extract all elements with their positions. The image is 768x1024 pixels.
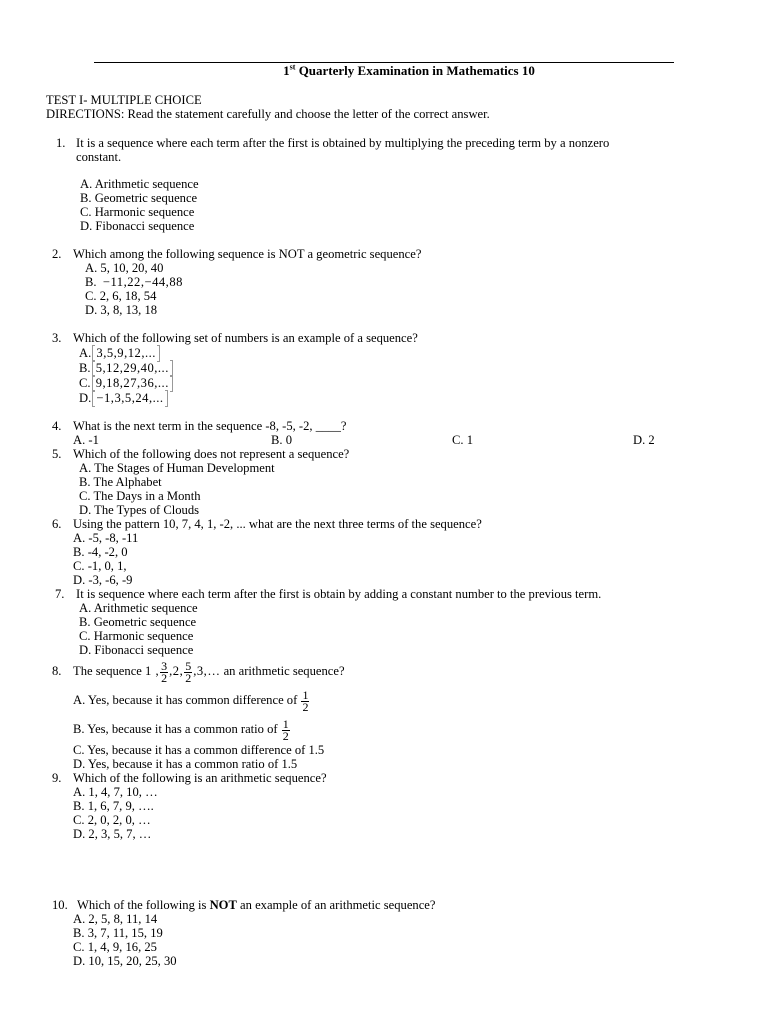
q6-text: Using the pattern 10, 7, 4, 1, -2, ... what are the next three terms of the sequence? bbox=[73, 517, 482, 531]
q7-number: 7. bbox=[55, 587, 65, 601]
q1-number: 1. bbox=[56, 136, 66, 150]
q6-choice-a: A. -5, -8, -11 bbox=[73, 531, 139, 545]
q9-text: Which of the following is an arithmetic sequence? bbox=[73, 771, 327, 785]
q6-number: 6. bbox=[52, 517, 62, 531]
q4-text: What is the next term in the sequence -8, -5, -2, ____? bbox=[73, 419, 347, 433]
page-title: 1st Quarterly Examination in Mathematics 10 bbox=[283, 62, 535, 78]
q5-choice-b: B. The Alphabet bbox=[79, 475, 162, 489]
q8-frac-b: $\frac{1}{2}$ bbox=[282, 716, 289, 743]
q7-choice-c: C. Harmonic sequence bbox=[79, 629, 194, 643]
q8-number: 8. bbox=[52, 664, 62, 678]
q6-choice-d: D. -3, -6, -9 bbox=[73, 573, 133, 587]
q9-number: 9. bbox=[52, 771, 62, 785]
q9-choice-d: D. 2, 3, 5, 7, … bbox=[73, 827, 152, 841]
q1-choice-b: B. Geometric sequence bbox=[80, 191, 198, 205]
q8-choice-a: A. Yes, because it has common difference of $\frac{1}{2}$ bbox=[73, 687, 309, 714]
q9-choice-c: C. 2, 0, 2, 0, … bbox=[73, 813, 151, 827]
q6-choice-c: C. -1, 0, 1, bbox=[73, 559, 127, 573]
q10-number: 10. bbox=[52, 898, 68, 912]
q3-text: Which of the following set of numbers is an example of a sequence? bbox=[73, 331, 418, 345]
q4-number: 4. bbox=[52, 419, 62, 433]
q8-choice-b: B. Yes, because it has a common ratio of $\frac{1}{2}$ bbox=[73, 716, 289, 743]
q5-choice-a: A. The Stages of Human Development bbox=[79, 461, 275, 475]
q6-choice-b: B. -4, -2, 0 bbox=[73, 545, 128, 559]
q1-choice-d: D. Fibonacci sequence bbox=[80, 219, 195, 233]
q2-number: 2. bbox=[52, 247, 62, 261]
q3-set-d: −1,3,5,24,... bbox=[96, 391, 164, 405]
q7-choice-d: D. Fibonacci sequence bbox=[79, 643, 194, 657]
q4-choice-a: A. -1 bbox=[73, 433, 99, 447]
q3-set-a: 3,5,9,12,... bbox=[96, 346, 156, 360]
q3-set-c: 9,18,27,36,... bbox=[95, 376, 169, 390]
q2-choice-a: A. 5, 10, 20, 40 bbox=[85, 261, 164, 275]
q4-choice-c: C. 1 bbox=[452, 433, 473, 447]
q5-text: Which of the following does not represent a sequence? bbox=[73, 447, 350, 461]
q10-text: Which of the following is NOT an example of an arithmetic sequence? bbox=[77, 898, 436, 912]
q9-choice-b: B. 1, 6, 7, 9, …. bbox=[73, 799, 154, 813]
q3-choice-a: A. 3,5,9,12,... bbox=[79, 346, 156, 360]
q5-choice-c: C. The Days in a Month bbox=[79, 489, 201, 503]
q5-number: 5. bbox=[52, 447, 62, 461]
q2-choice-b: B. −11,22,−44,88 bbox=[85, 275, 183, 289]
q10-choice-c: C. 1, 4, 9, 16, 25 bbox=[73, 940, 157, 954]
q10-choice-a: A. 2, 5, 8, 11, 14 bbox=[73, 912, 158, 926]
q7-choice-a: A. Arithmetic sequence bbox=[79, 601, 198, 615]
test-name: TEST I- MULTIPLE CHOICE bbox=[46, 93, 202, 107]
q8-choice-c: C. Yes, because it has a common difference of 1.5 bbox=[73, 743, 325, 757]
q2-text: Which among the following sequence is NOT a geometric sequence? bbox=[73, 247, 422, 261]
q1-text: It is a sequence where each term after the first is obtained by multiplying the preceding term by a nonzero bbox=[76, 136, 610, 150]
q4-choice-d: D. 2 bbox=[633, 433, 655, 447]
q8-text: The sequence 1 , $\frac{3}{2}$ ,2, $\frac{5}{2}$ ,3,… an arithmetic sequence? bbox=[73, 658, 345, 685]
q8-frac-three-halves: $\frac{3}{2}$ bbox=[161, 658, 168, 685]
directions: DIRECTIONS: Read the statement carefully and choose the letter of the correct answer. bbox=[46, 107, 490, 121]
q8-frac-a: $\frac{1}{2}$ bbox=[302, 687, 309, 714]
q3-choice-c: C. 9,18,27,36,... bbox=[79, 376, 169, 390]
q9-choice-a: A. 1, 4, 7, 10, … bbox=[73, 785, 158, 799]
q5-choice-d: D. The Types of Clouds bbox=[79, 503, 200, 517]
q3-choice-d: D. −1,3,5,24,... bbox=[79, 391, 164, 405]
q2-choice-c: C. 2, 6, 18, 54 bbox=[85, 289, 157, 303]
q8-frac-five-halves: $\frac{5}{2}$ bbox=[185, 658, 192, 685]
q3-number: 3. bbox=[52, 331, 62, 345]
q7-choice-b: B. Geometric sequence bbox=[79, 615, 197, 629]
q7-text: It is sequence where each term after the first is obtain by adding a constant number to the previous term. bbox=[76, 587, 602, 601]
q10-choice-d: D. 10, 15, 20, 25, 30 bbox=[73, 954, 177, 968]
q1-choice-a: A. Arithmetic sequence bbox=[80, 177, 199, 191]
q1-text-cont: constant. bbox=[76, 150, 122, 164]
q10-choice-b: B. 3, 7, 11, 15, 19 bbox=[73, 926, 163, 940]
q1-choice-c: C. Harmonic sequence bbox=[80, 205, 195, 219]
q3-set-b: 5,12,29,40,... bbox=[95, 361, 169, 375]
q2-choice-d: D. 3, 8, 13, 18 bbox=[85, 303, 158, 317]
q8-choice-d: D. Yes, because it has a common ratio of 1.5 bbox=[73, 757, 298, 771]
q2-choice-b-sequence: −11,22,−44,88 bbox=[102, 275, 183, 289]
q3-choice-b: B. 5,12,29,40,... bbox=[79, 361, 169, 375]
q4-choice-b: B. 0 bbox=[271, 433, 292, 447]
